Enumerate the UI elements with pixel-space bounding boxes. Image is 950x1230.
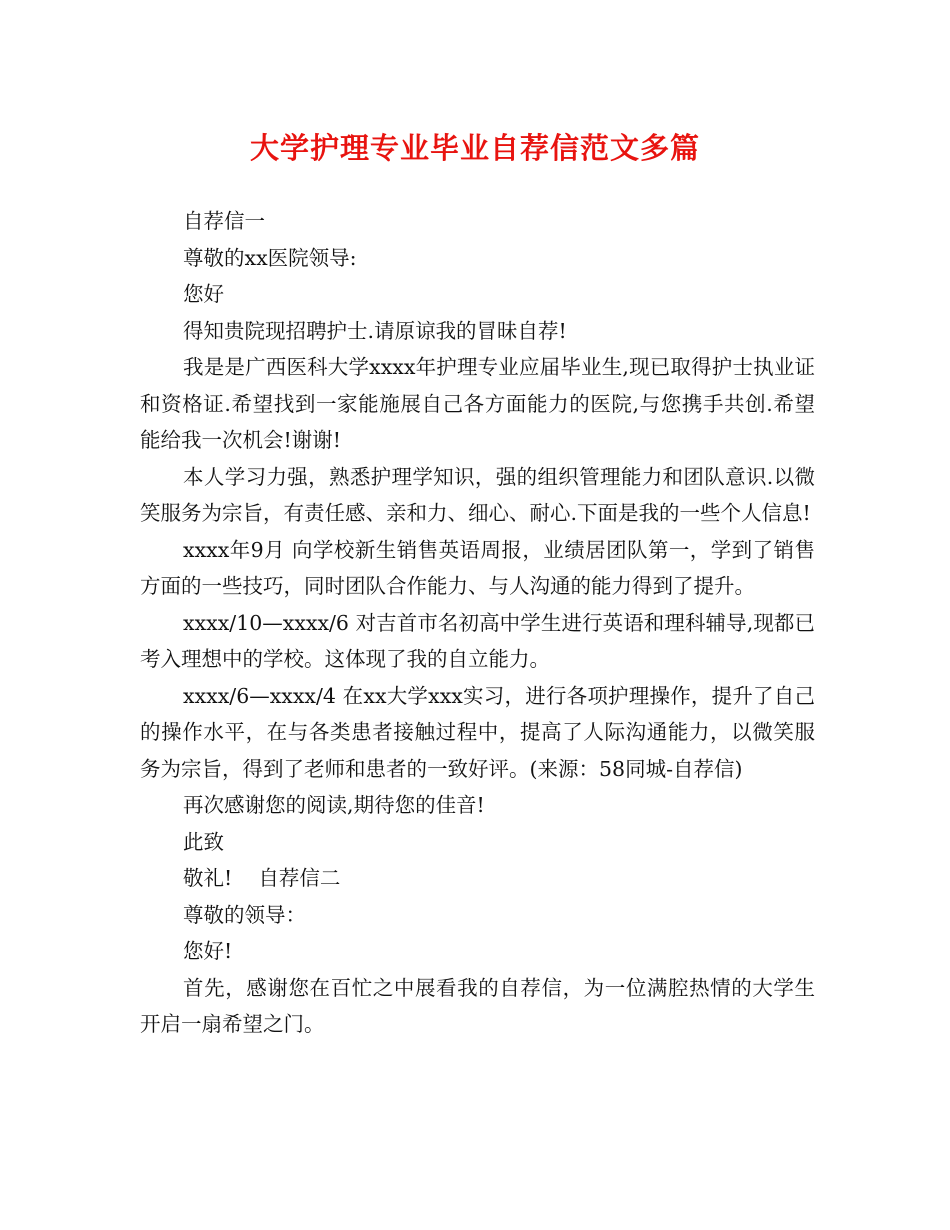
paragraph-salutation-two: 尊敬的领导： [183,902,307,927]
paragraph-closing: 此致 [183,829,225,854]
paragraph-greeting: 您好 [183,282,225,306]
paragraph-thanks: 再次感谢您的阅读,期待您的佳音! [183,793,485,817]
paragraph-strengths: 本人学习力强，熟悉护理学知识，强的组织管理能力和团队意识.以微笑服务为宗旨，有责任感、亲和力、细心、耐心.下面是我的一些个人信息! [140,464,815,525]
paragraph-salutation: 尊敬的xx医院领导: [183,245,357,270]
paragraph-background: 我是是广西医科大学xxxx年护理专业应届毕业生,现已取得护士执业证和资格证.希望找到一家能施展自己各方面能力的医院,与您携手共创.希望能给我一次机会!谢谢! [140,355,815,452]
document-title: 大学护理专业毕业自荐信范文多篇 [249,131,700,165]
document-body [140,203,815,1043]
paragraph-intro: 得知贵院现招聘护士.请原谅我的冒昧自荐! [183,318,567,343]
paragraph-regards-letter-two: 敬礼! 自荐信二 [183,866,341,890]
paragraph-experience-tutoring: xxxx/10—xxxx/6 对吉首市名初高中学生进行英语和理科辅导,现都已考入理想中的学校。这体现了我的自立能力。 [140,610,815,671]
paragraph-experience-sales: xxxx年9月 向学校新生销售英语周报，业绩居团队第一，学到了销售方面的一些技巧，同时团队合作能力、与人沟通的能力得到了提升。 [140,537,815,598]
paragraph-opening-two: 首先，感谢您在百忙之中展看我的自荐信，为一位满腔热情的大学生开启一扇希望之门。 [140,975,815,1036]
paragraph-heading-letter-one: 自荐信一 [183,209,266,233]
paragraph-experience-internship: xxxx/6—xxxx/4 在xx大学xxx实习，进行各项护理操作，提升了自己的操作水平，在与各类患者接触过程中，提高了人际沟通能力，以微笑服务为宗旨，得到了老师和患者的一致好评。(来源：58同城-自荐信) [140,683,815,781]
paragraph-greeting-two: 您好! [183,939,233,963]
